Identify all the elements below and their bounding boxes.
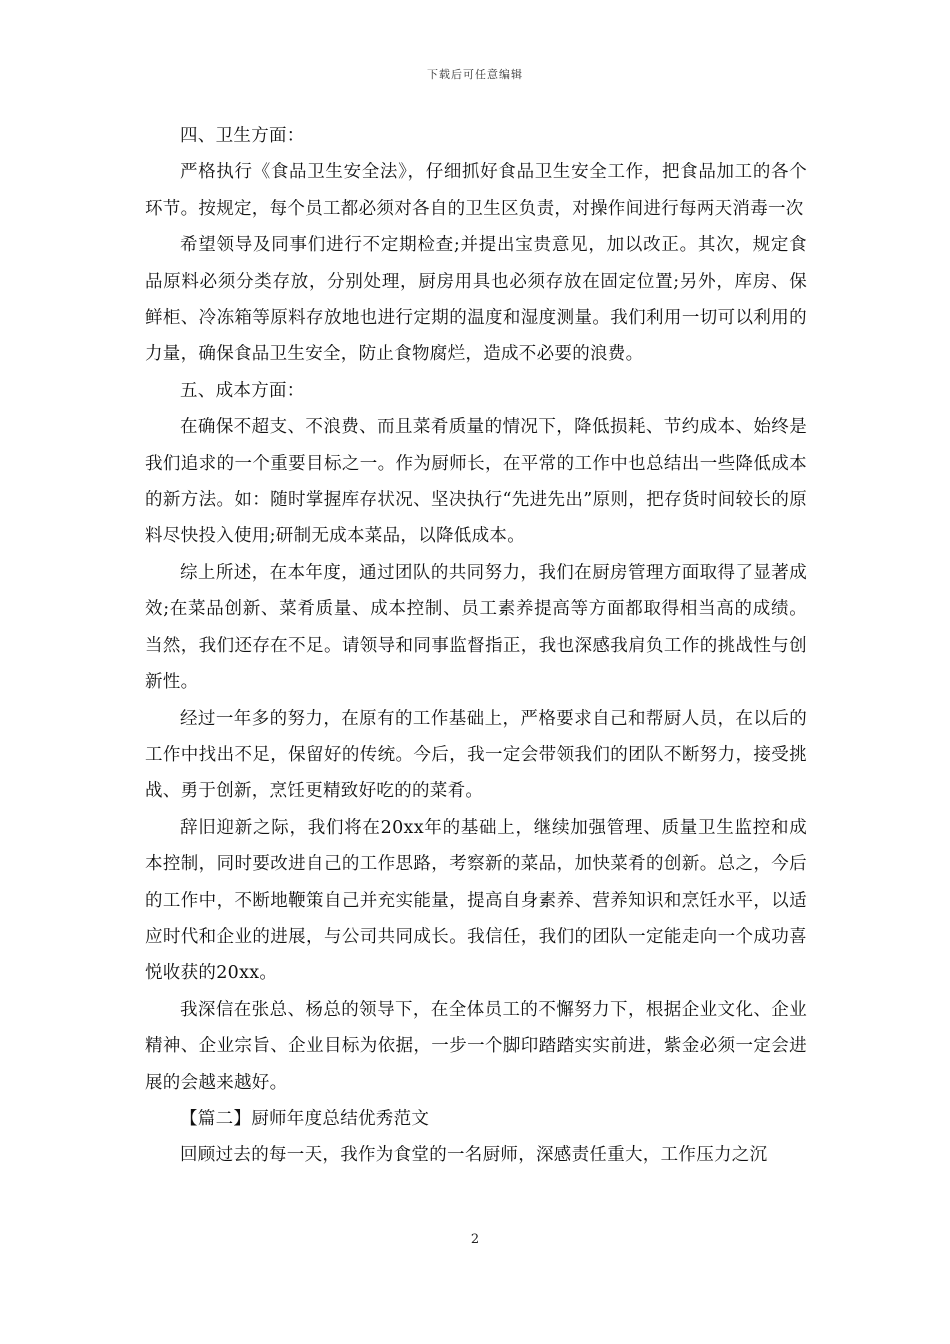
section-heading-hygiene: 四、卫生方面：: [180, 126, 305, 146]
page-number: 2: [470, 1232, 480, 1247]
paragraph: 回顾过去的每一天，我作为食堂的一名厨师，深感责任重大，工作压力之沉: [180, 1145, 768, 1166]
section-heading-cost: 五、成本方面：: [180, 380, 305, 401]
article-title-part-two: 【篇二】厨师年度总结优秀范文: [180, 1108, 430, 1129]
paragraph: 在确保不超支、不浪费、而且菜肴质量的情况下，降低损耗、节约成本、始终是我们追求的一个重要目标之一。作为厨师长，在平常的工作中也总结出一些降低成本的新方法。如：随时掌握库存状况、坚决执行“先进先出”原则，把存货时间较长的原料尽快投入使用;研制无成本菜品，以降低成本。: [145, 417, 807, 547]
paragraph: 经过一年多的努力，在原有的工作基础上，严格要求自己和帮厨人员，在以后的工作中找出不足，保留好的传统。今后，我一定会带领我们的团队不断努力，接受挑战、勇于创新，烹饪更精致好吃的的菜肴。: [145, 708, 807, 802]
paragraph: 综上所述，在本年度，通过团队的共同努力，我们在厨房管理方面取得了显著成效;在菜品创新、菜肴质量、成本控制、员工素养提高等方面都取得相当高的成绩。当然，我们还存在不足。请领导和同事监督指正，我也深感我肩负工作的挑战性与创新性。: [145, 562, 807, 693]
paragraph: 辞旧迎新之际，我们将在20xx年的基础上，继续加强管理、质量卫生监控和成本控制，同时要改进自己的工作思路，考察新的菜品，加快菜肴的创新。总之，今后的工作中，不断地鞭策自己并充实能量，提高自身素养、营养知识和烹饪水平，以适应时代和企业的进展，与公司共同成长。我信任，我们的团队一定能走向一个成功喜悦收获的20xx。: [145, 817, 807, 984]
paragraph: 我深信在张总、杨总的领导下，在全体员工的不懈努力下，根据企业文化、企业精神、企业宗旨、企业目标为依据，一步一个脚印踏踏实实前进，紫金必须一定会进展的会越来越好。: [145, 999, 807, 1093]
document-body: [145, 118, 807, 1174]
paragraph: 希望领导及同事们进行不定期检查;并提出宝贵意见，加以改正。其次，规定食品原料必须分类存放，分别处理，厨房用具也必须存放在固定位置;另外，库房、保鲜柜、冷冻箱等原料存放地也进行定期的温度和湿度测量。我们利用一切可以利用的力量，确保食品卫生安全，防止食物腐烂，造成不必要的浪费。: [145, 235, 807, 365]
header-note: 下载后可任意编辑: [427, 68, 523, 81]
paragraph: 严格执行《食品卫生安全法》，仔细抓好食品卫生安全工作，把食品加工的各个环节。按规定，每个员工都必须对各自的卫生区负责，对操作间进行每两天消毒一次: [145, 162, 807, 219]
